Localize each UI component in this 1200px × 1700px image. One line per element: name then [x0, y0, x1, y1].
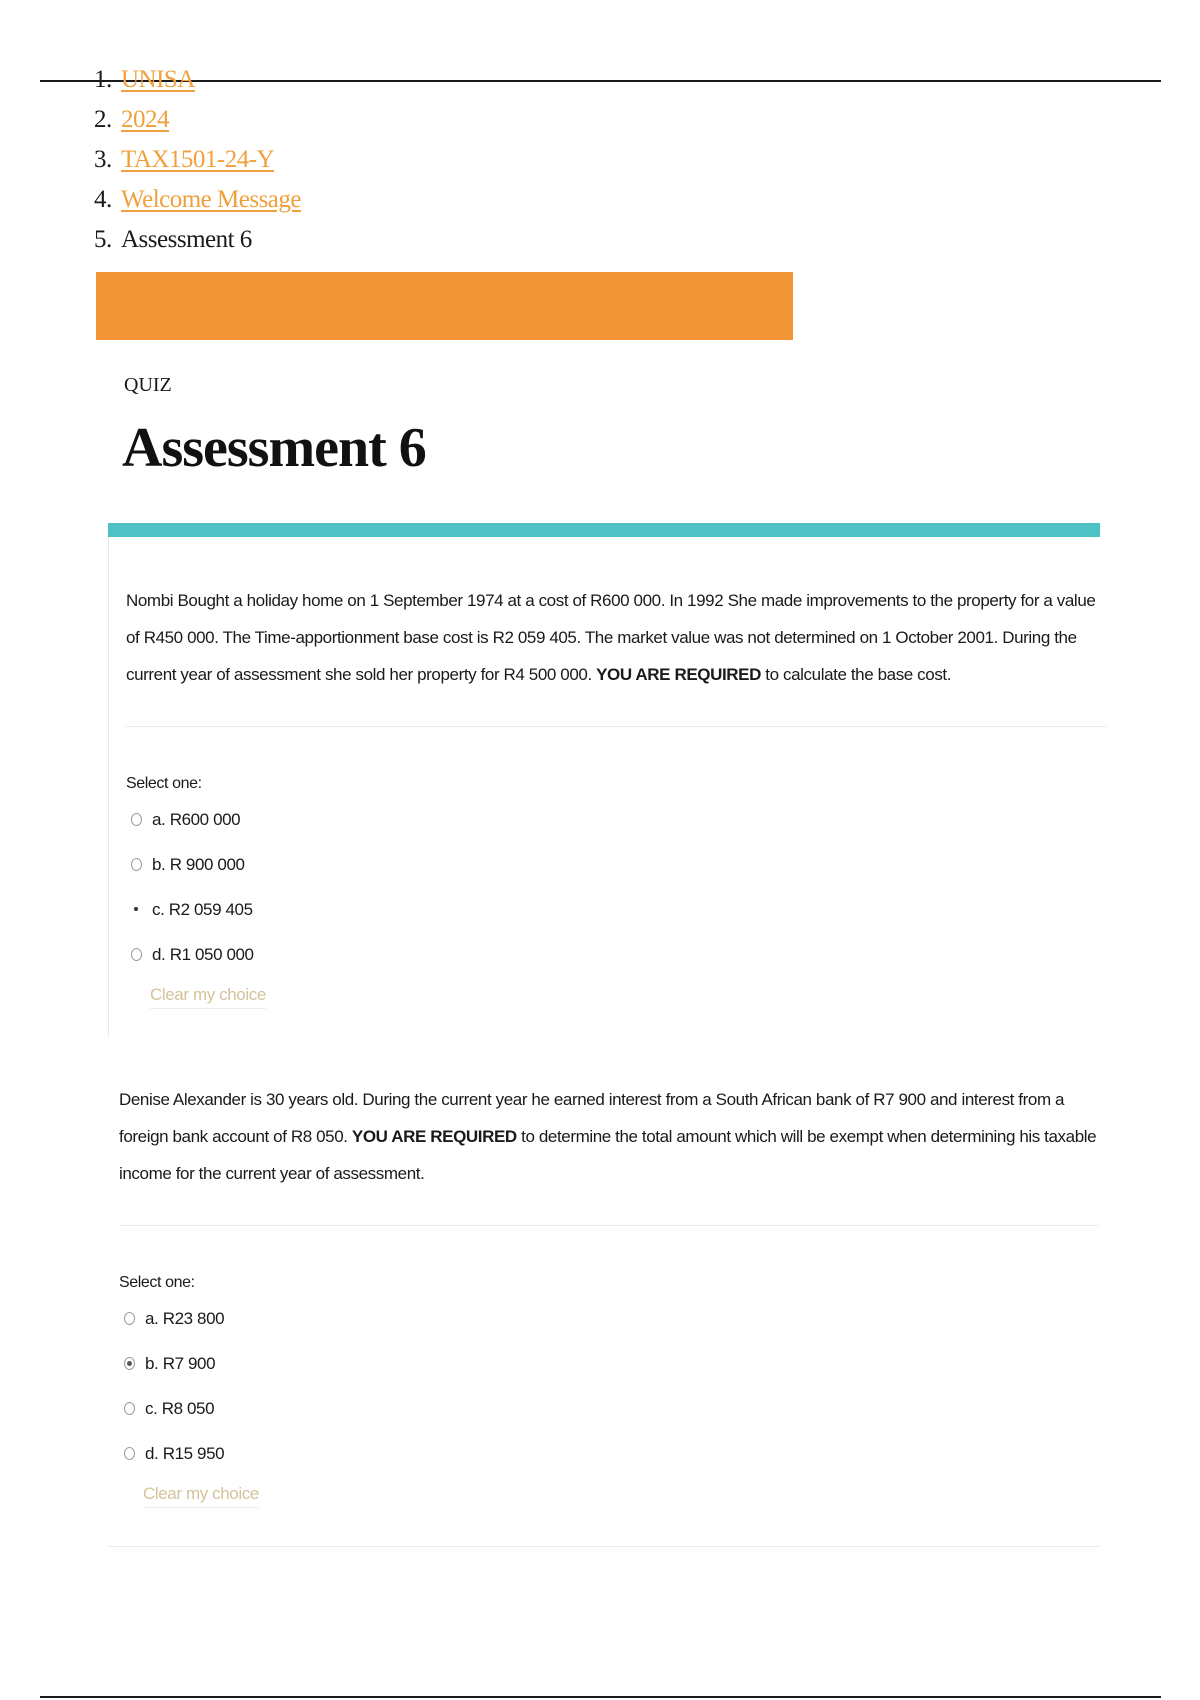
- clear-choice-link[interactable]: Clear my choice: [150, 985, 266, 1009]
- question-2: [119, 1081, 1099, 1508]
- select-one-label: Select one:: [119, 1274, 195, 1291]
- radio-icon[interactable]: [131, 858, 142, 871]
- breadcrumb-current: Assessment 6: [121, 226, 252, 253]
- answer-option-a[interactable]: [119, 1296, 1099, 1341]
- select-one-label: Select one:: [126, 775, 202, 792]
- radio-icon[interactable]: [124, 1402, 135, 1415]
- option-label: c. R2 059 405: [152, 899, 253, 919]
- section-divider: [108, 1546, 1100, 1547]
- answer-options: [126, 797, 1106, 977]
- breadcrumb-link-course[interactable]: TAX1501-24-Y: [121, 146, 275, 173]
- answer-option-a[interactable]: [126, 797, 1106, 842]
- answer-options: [119, 1296, 1099, 1476]
- breadcrumb-number: 5.: [94, 226, 112, 253]
- radio-icon[interactable]: [124, 1312, 135, 1325]
- radio-selected-icon[interactable]: [131, 903, 142, 916]
- breadcrumb-number: 4.: [94, 186, 112, 213]
- breadcrumb-number: 2.: [94, 106, 112, 133]
- answer-option-d[interactable]: [119, 1431, 1099, 1476]
- page-title: Assessment 6: [122, 417, 426, 479]
- option-label: a. R600 000: [152, 809, 241, 829]
- option-label: b. R7 900: [145, 1353, 216, 1373]
- breadcrumb-item: [94, 60, 301, 100]
- question-text: Denise Alexander is 30 years old. During the current year he earned interest from a South African bank of R7 900 and interest from a foreign bank account of R8 050. YOU ARE REQUIRED to determine the total amount which will be exempt when determining his taxable income for the current year of assessment.: [119, 1090, 1097, 1183]
- answer-option-b[interactable]: [126, 842, 1106, 887]
- question-text: Nombi Bought a holiday home on 1 September 1974 at a cost of R600 000. In 1992 She made improvements to the property for a value of R450 000. The Time-apportionment base cost is R2 059 405. The market value was not determined on 1 October 2001. During the current year of assessment she sold her property for R4 500 000. YOU ARE REQUIRED to calculate the base cost.: [126, 591, 1096, 684]
- option-label: d. R15 950: [145, 1443, 225, 1463]
- option-label: d. R1 050 000: [152, 944, 254, 964]
- radio-icon[interactable]: [131, 813, 142, 826]
- answer-option-c[interactable]: [126, 887, 1106, 932]
- question-1: [126, 582, 1106, 1009]
- question-divider: [126, 726, 1106, 727]
- radio-icon[interactable]: [124, 1447, 135, 1460]
- quiz-label: QUIZ: [124, 374, 172, 396]
- breadcrumb-link-unisa[interactable]: UNISA: [121, 66, 195, 93]
- clear-choice-link[interactable]: Clear my choice: [143, 1484, 259, 1508]
- accent-bar: [108, 523, 1100, 537]
- answer-option-c[interactable]: [119, 1386, 1099, 1431]
- answer-option-b[interactable]: [119, 1341, 1099, 1386]
- radio-icon[interactable]: [131, 948, 142, 961]
- question-card-border: [108, 537, 109, 1037]
- bottom-rule: [40, 1696, 1161, 1698]
- breadcrumb-number: 3.: [94, 146, 112, 173]
- breadcrumb: [94, 60, 301, 260]
- option-label: b. R 900 000: [152, 854, 245, 874]
- option-label: a. R23 800: [145, 1308, 225, 1328]
- breadcrumb-item: [94, 140, 301, 180]
- breadcrumb-item: [94, 220, 301, 260]
- course-banner: [96, 272, 793, 340]
- option-label: c. R8 050: [145, 1398, 215, 1418]
- breadcrumb-link-welcome[interactable]: Welcome Message: [121, 186, 301, 213]
- question-divider: [119, 1225, 1099, 1226]
- answer-option-d[interactable]: [126, 932, 1106, 977]
- breadcrumb-number: 1.: [94, 66, 112, 93]
- radio-selected-icon[interactable]: [124, 1357, 135, 1370]
- breadcrumb-link-year[interactable]: 2024: [121, 106, 169, 133]
- breadcrumb-item: [94, 180, 301, 220]
- breadcrumb-item: [94, 100, 301, 140]
